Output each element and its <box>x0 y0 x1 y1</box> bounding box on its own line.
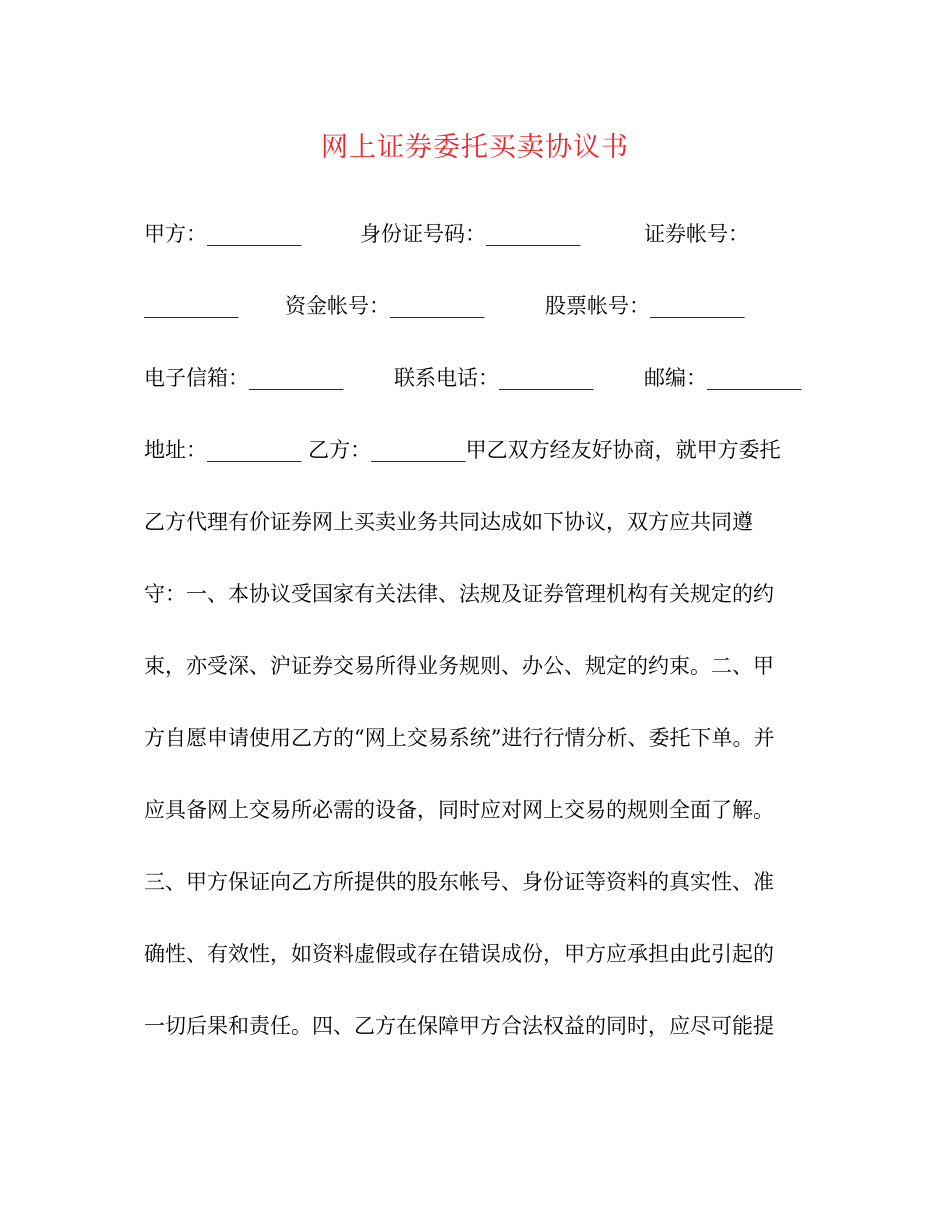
email-field: 电子信箱：_________ <box>144 366 344 390</box>
document-title: 网上证券委托买卖协议书 <box>321 132 629 163</box>
body-line: 地址：_________ 乙方：_________甲乙双方经友好协商，就甲方委托 <box>144 438 781 462</box>
body-line: 守：一、本协议受国家有关法律、法规及证券管理机构有关规定的约 <box>144 582 774 606</box>
party-a-field: 甲方：_________ <box>144 222 302 246</box>
phone-field: 联系电话：_________ <box>394 366 594 390</box>
securities-account-blank: _________ <box>144 294 239 318</box>
body-line: 一切后果和责任。四、乙方在保障甲方合法权益的同时，应尽可能提 <box>144 1014 774 1038</box>
body-line: 方自愿申请使用乙方的“网上交易系统”进行行情分析、委托下单。并 <box>144 726 775 750</box>
body-line: 应具备网上交易所必需的设备，同时应对网上交易的规则全面了解。 <box>144 798 774 822</box>
body-line: 乙方代理有价证券网上买卖业务共同达成如下协议，双方应共同遵 <box>144 510 753 534</box>
securities-account-field: 证券帐号： <box>644 222 749 246</box>
fund-account-field: 资金帐号：_________ <box>285 294 485 318</box>
body-line: 三、甲方保证向乙方所提供的股东帐号、身份证等资料的真实性、准 <box>144 870 774 894</box>
postcode-field: 邮编：_________ <box>644 366 802 390</box>
id-number-field: 身份证号码：_________ <box>360 222 581 246</box>
stock-account-field: 股票帐号：_________ <box>545 294 745 318</box>
body-line: 确性、有效性，如资料虚假或存在错误成份，甲方应承担由此引起的 <box>144 942 774 966</box>
body-line: 束，亦受深、沪证券交易所得业务规则、办公、规定的约束。二、甲 <box>144 654 774 678</box>
